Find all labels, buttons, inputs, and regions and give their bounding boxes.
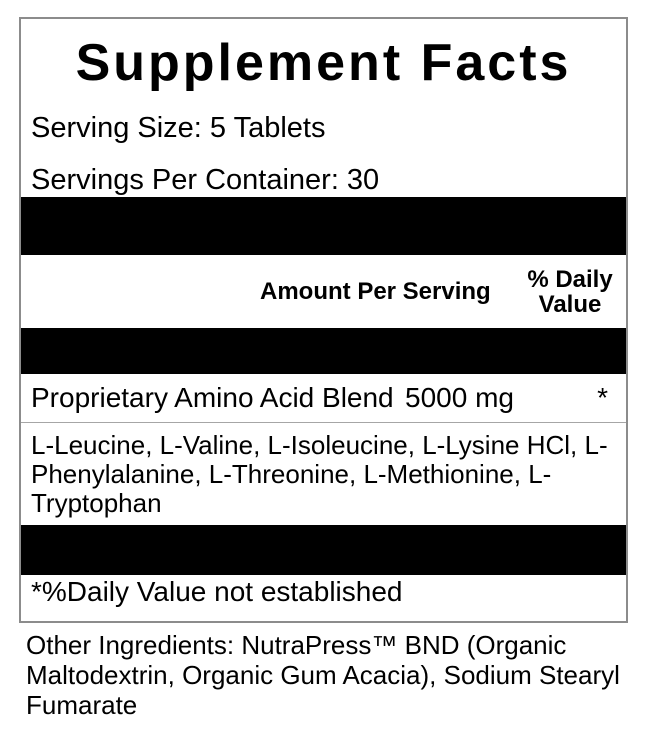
percent-daily-value-header: % Daily Value <box>527 265 613 318</box>
supplement-facts-panel <box>19 17 628 623</box>
servings-per-container-text: Servings Per Container: 30 <box>31 164 380 196</box>
serving-info-section <box>21 19 626 197</box>
separator-bar-middle <box>21 328 626 374</box>
ingredient-row <box>21 374 626 423</box>
ingredient-daily-value: * <box>597 382 608 413</box>
ingredient-name: Proprietary Amino Acid Blend <box>31 382 394 413</box>
ingredient-amount: 5000 mg <box>405 382 514 413</box>
other-ingredients-text: Other Ingredients: NutraPress™ BND (Organic Maltodextrin, Organic Gum Acacia), Sodium Stearyl Fumarate <box>26 630 620 720</box>
separator-bar-top <box>21 197 626 255</box>
amount-per-serving-header: Amount Per Serving <box>260 277 491 305</box>
column-header-row <box>21 255 626 328</box>
separator-bar-bottom <box>21 525 626 575</box>
daily-value-footnote: *%Daily Value not established <box>31 576 403 607</box>
panel-title: Supplement Facts <box>75 34 572 92</box>
blend-components-text: L-Leucine, L-Valine, L-Isoleucine, L-Lysine HCl, L-Phenylalanine, L-Threonine, L-Methionine, L-Tryptophan <box>31 430 608 518</box>
serving-size-text: Serving Size: 5 Tablets <box>31 112 326 144</box>
